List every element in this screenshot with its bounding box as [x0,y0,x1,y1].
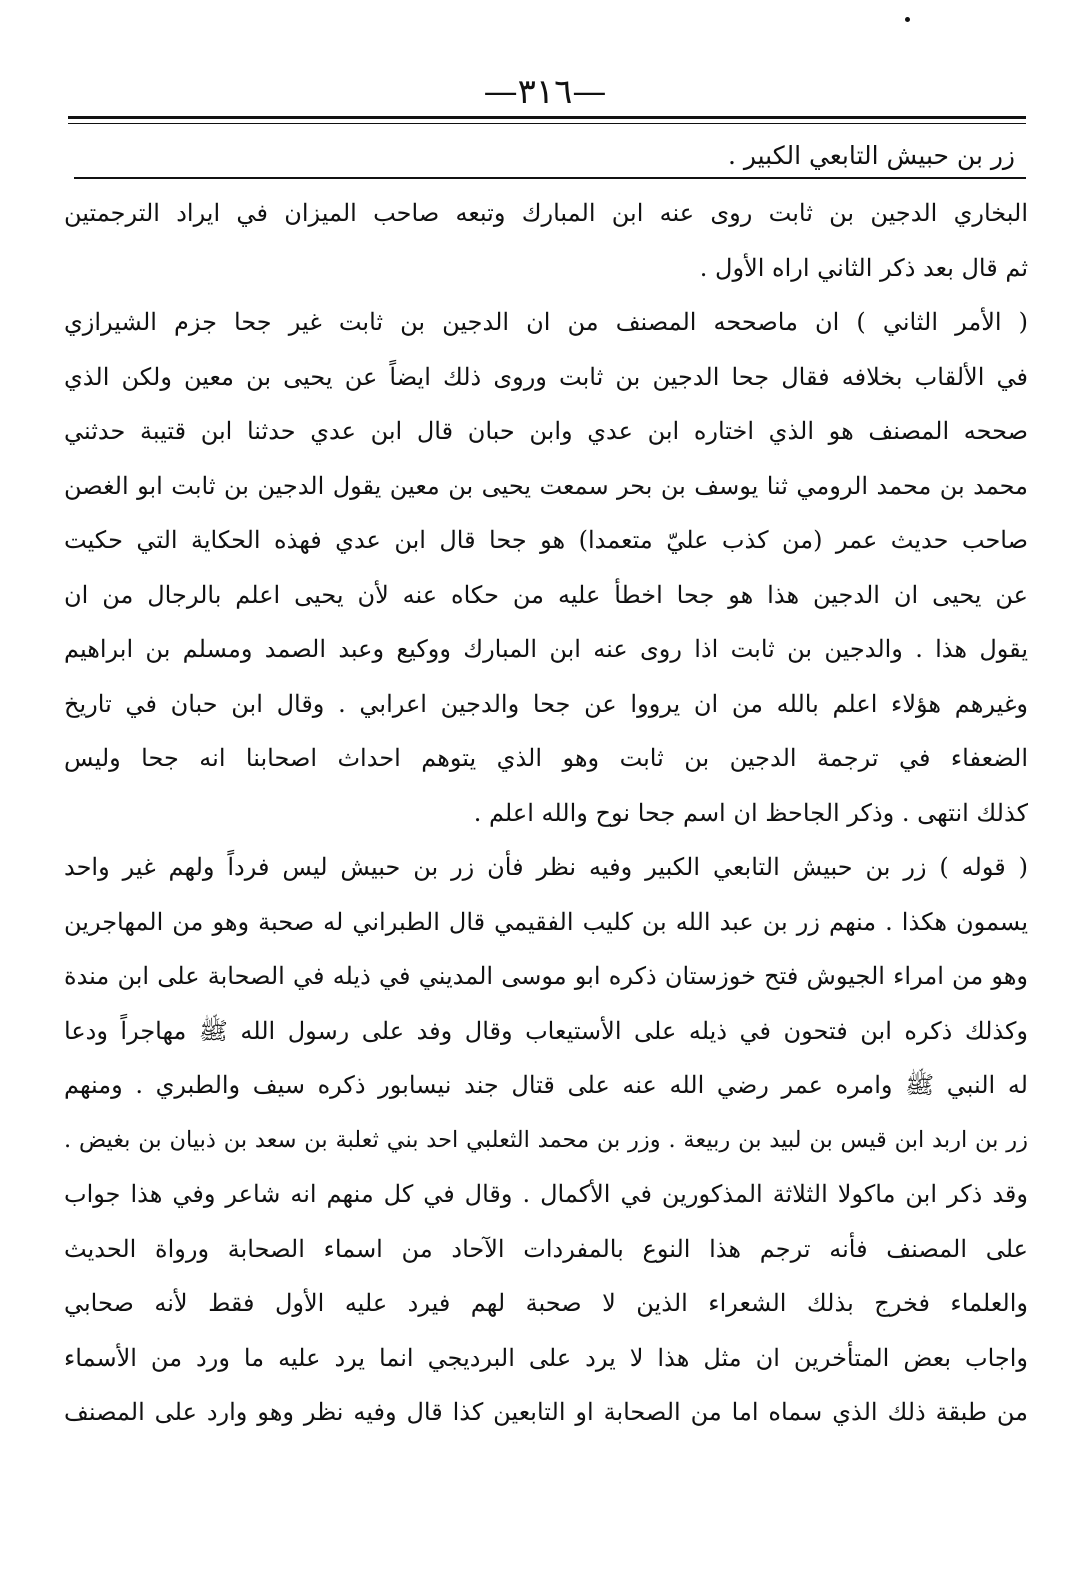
text-line-8: عن يحيى ان الدجين هذا هو جحا اخطأ عليه من حكاه عنه لأن يحيى اعلم بالرجال من ان [64,580,1028,609]
text-line-18: زر بن اربد ابن قيس بن لبيد بن ربيعة . وزر بن محمد الثعلبي احد بني ثعلبة بن سعد بن ذبيان بن بغيض . [64,1126,1028,1153]
text-line-15: وهو من امراء الجيوش فتح خوزستان ذكره ابو موسى المديني في ذيله في الصحابة على ابن مندة [64,962,1028,990]
text-line-12: كذلك انتهى . وذكر الجاحظ ان اسم جحا نوح والله اعلم . [473,798,1028,827]
text-line-5: صححه المصنف هو الذي اختاره ابن عدي وابن حبان قال ابن عدي حدثنا ابن قتيبة حدثني [64,417,1028,445]
text-line-7: صاحب حديث عمر (من كذب عليّ متعمدا) هو جحا قال ابن عدي فهذه الحكاية التي حكيت [64,526,1028,554]
running-head-underline [74,177,1026,179]
text-line-23: من طبقة ذلك الذي سماه اما من الصحابة او التابعين كذا قال وفيه نظر وهو وارد على المصنف [64,1398,1028,1426]
text-line-19: وقد ذكر ابن ماكولا الثلاثة المذكورين في الأكمال . وقال في كل منهم انه شاعر وفي هذا جواب [64,1180,1028,1208]
text-line-14: يسمون هكذا . منهم زر بن عبد الله بن كليب الفقيمي قال الطبراني له صحبة وهو من المهاجرين [64,907,1028,936]
text-line-17: له النبي ﷺ وامره عمر رضي الله عنه على قتال جند نيسابور ذكره سيف والطبري . ومنهم [64,1071,1028,1099]
text-line-9: يقول هذا . والدجين بن ثابت اذا روى عنه ابن المبارك ووكيع وعبد الصمد ومسلم بن ابراهيم [64,635,1028,663]
text-line-16: وكذلك ذكره ابن فتحون في ذيله على الأستيعاب وقال وفد على رسول الله ﷺ مهاجراً ودعا [64,1016,1028,1045]
text-line-21: والعلماء فخرج بذلك الشعراء الذين لا صحبة لهم فيرد عليه الأول فقط لأنه صحابي [64,1289,1028,1317]
text-line-2: ثم قال بعد ذكر الثاني اراه الأول . [699,253,1028,282]
text-line-6: محمد بن محمد الرومي ثنا يوسف بن بحر سمعت يحيى بن معين يقول الدجين بن ثابت ابو الغصن [64,471,1028,500]
text-line-4: في الألقاب بخلافه فقال جحا الدجين بن ثابت وروى ذلك ايضاً عن يحيى بن معين ولكن الذي [64,362,1028,391]
header-rule-thick [68,116,1026,119]
text-line-22: واجاب بعض المتأخرين ان مثل هذا لا يرد على البرديجي انما يرد عليه ما ورد من الأسماء [64,1343,1028,1372]
header-rule-thin [68,123,1026,124]
text-line-1: البخاري الدجين بن ثابت روى عنه ابن المبارك وتبعه صاحب الميزان في ايراد الترجمتين [64,199,1028,227]
text-line-11: الضعفاء في ترجمة الدجين بن ثابت وهو الذي يتوهم احداث اصحابنا انه جحا وليس [64,744,1028,772]
text-line-10: وغيرهم هؤلاء اعلم بالله من ان يرووا عن جحا والدجين اعرابي . وقال ابن حبان في تاريخ [64,689,1028,718]
ink-speck [905,17,910,22]
text-line-13: ( قوله ) زر بن حبيش التابعي الكبير وفيه نظر فأن زر بن حبيش ليس فرداً ولهم غير واحد [64,853,1028,881]
body-text [64,186,1028,1440]
running-head: زر بن حبيش التابعي الكبير . [727,141,1015,170]
page-number: —٣١٦— [483,72,607,112]
text-line-3: ( الأمر الثاني ) ان ماصححه المصنف من ان الدجين بن ثابت غير جحا جزم الشيرازي [64,308,1028,336]
text-line-20: على المصنف فأنه ترجم هذا النوع بالمفردات الآحاد من اسماء الصحابة ورواة الحديث [64,1234,1028,1263]
